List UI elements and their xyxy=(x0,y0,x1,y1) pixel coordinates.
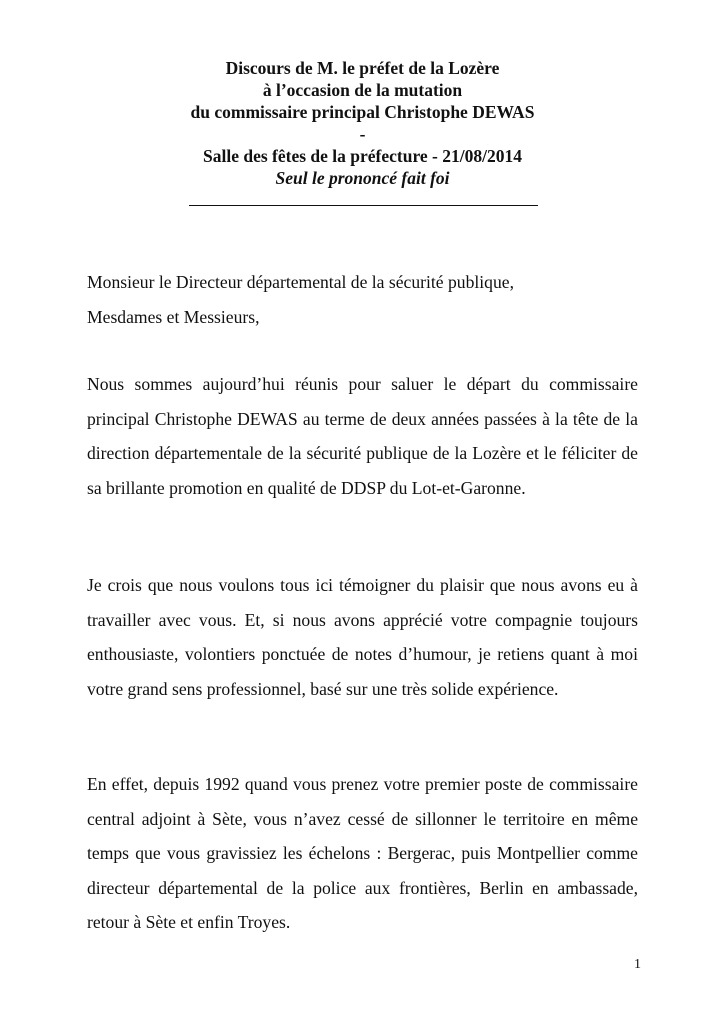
paragraph-text: Nous sommes aujourd’hui réunis pour saluer le départ du commissaire principal Christophe DEWAS au terme de deux années passées à la tête de la direction départementale de la sécurité publique de la Lozère et le féliciter de sa brillante promotion en qualité de DDSP du Lot-et-Garonne. xyxy=(87,374,638,498)
header-title-line-1: Discours de M. le préfet de la Lozère xyxy=(225,58,500,78)
salutation-line-1: Monsieur le Directeur départemental de la sécurité publique, xyxy=(87,272,514,292)
paragraph-2 xyxy=(87,568,638,706)
salutation-line-2: Mesdames et Messieurs, xyxy=(87,306,260,327)
header-venue-date: Salle des fêtes de la préfecture - 21/08/2014 xyxy=(203,146,522,166)
header-disclaimer: Seul le prononcé fait foi xyxy=(275,168,450,188)
paragraph-text: En effet, depuis 1992 quand vous prenez votre premier poste de commissaire central adjoint à Sète, vous n’avez cessé de sillonner le territoire en même temps que vous gravissiez les échelons : Bergerac, puis Montpellier comme directeur départemental de la police aux frontières, Berlin en ambassade, retour à Sète et enfin Troyes. xyxy=(87,774,638,932)
page-number: 1 xyxy=(634,957,641,972)
speech-header xyxy=(0,57,725,189)
paragraph-3 xyxy=(87,767,638,940)
paragraph-text: Je crois que nous voulons tous ici témoigner du plaisir que nous avons eu à travailler avec vous. Et, si nous avons apprécié votre compagnie toujours enthousiaste, volontiers ponctuée de notes d’humour, je retiens quant à moi votre grand sens professionnel, basé sur une très solide expérience. xyxy=(87,575,638,699)
salutation xyxy=(87,265,638,334)
header-title-line-2: à l’occasion de la mutation xyxy=(262,80,463,100)
header-underline-rule xyxy=(189,205,538,206)
paragraph-1 xyxy=(87,367,638,505)
header-separator: - xyxy=(359,124,366,144)
header-title-line-3: du commissaire principal Christophe DEWAS xyxy=(190,102,535,122)
